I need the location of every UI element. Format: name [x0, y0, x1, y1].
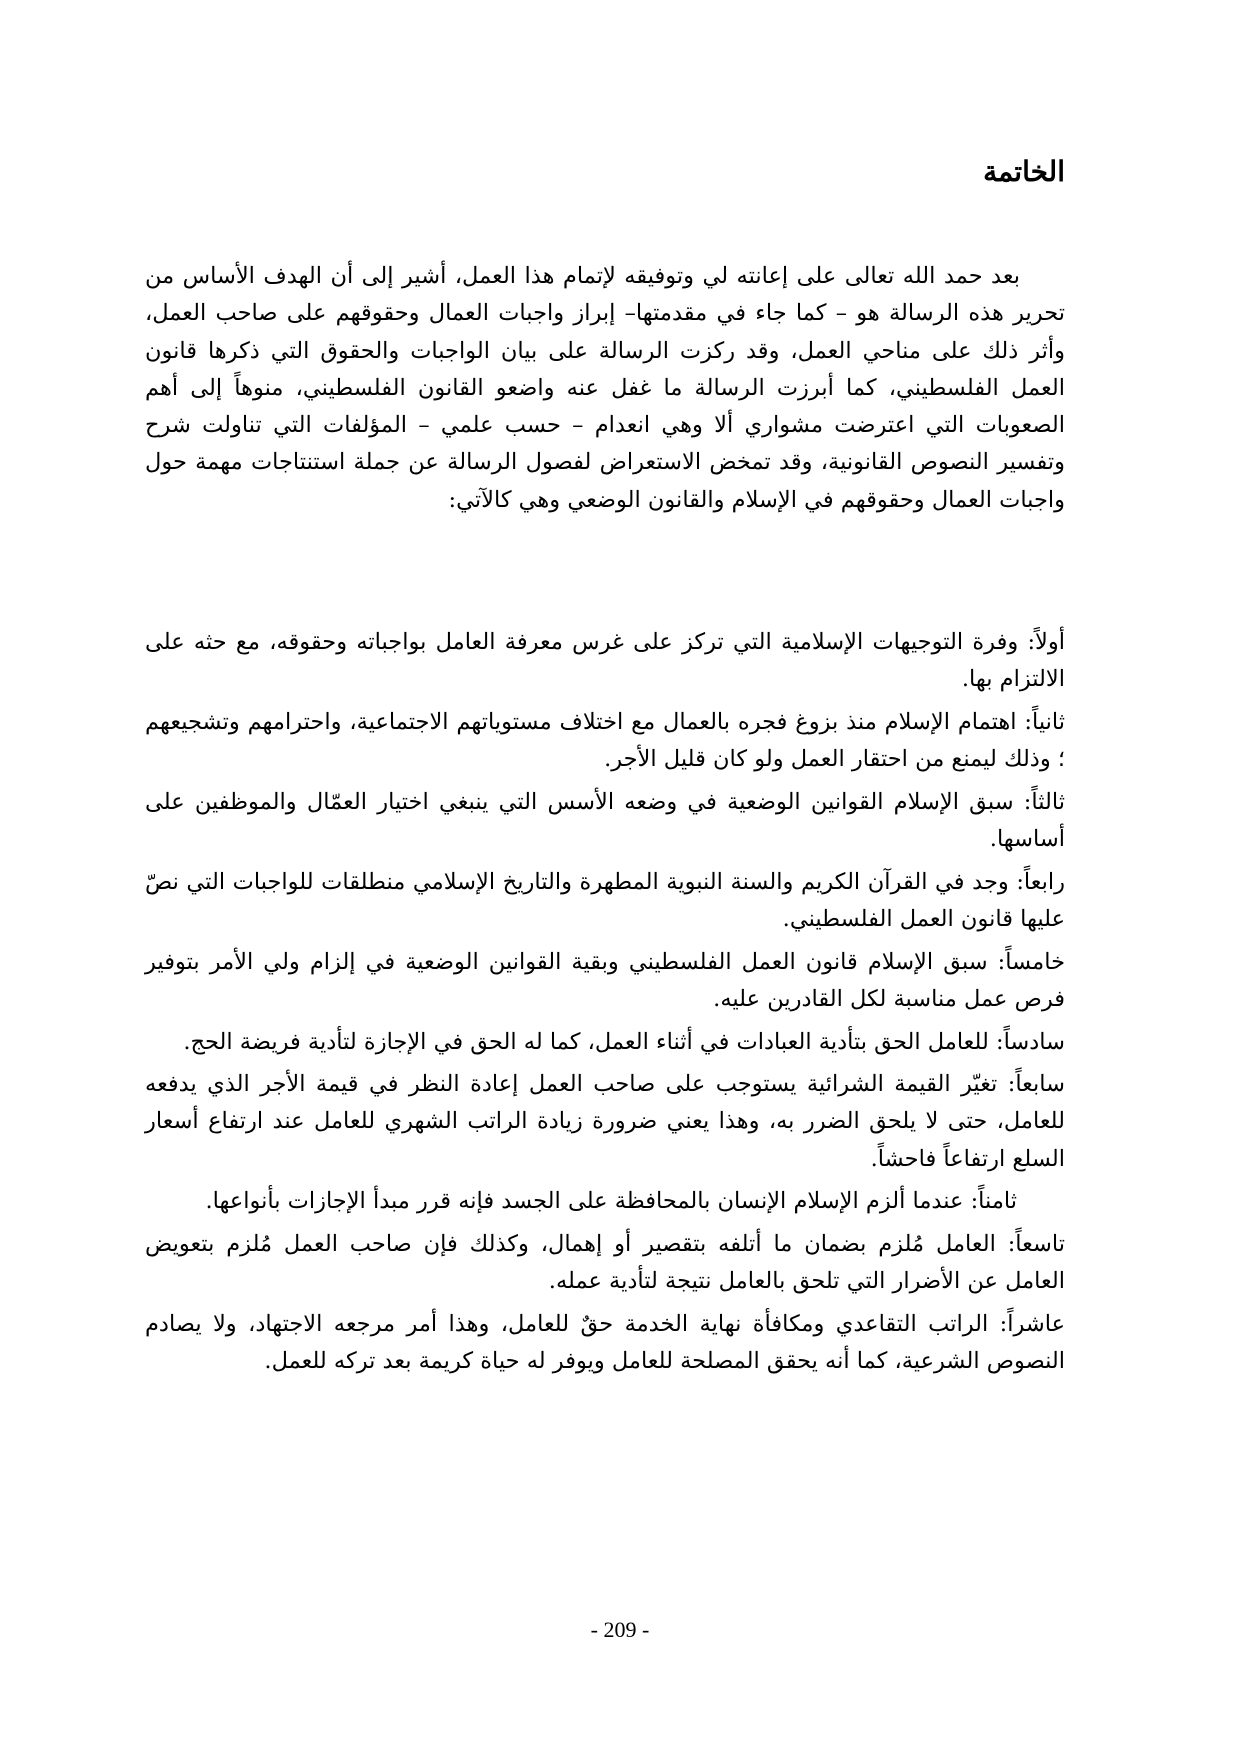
conclusion-item-3: ثالثاً: سبق الإسلام القوانين الوضعية في وضعه الأسس التي ينبغي اختيار العمّال والموظفين على أساسها.	[145, 788, 1065, 853]
conclusion-item-4: رابعاً: وجد في القرآن الكريم والسنة النبوية المطهرة والتاريخ الإسلامي منطلقات للواجبات التي نصّ عليها قانون العمل الفلسطيني.	[145, 868, 1065, 932]
conclusion-item-8: ثامناً: عندما ألزم الإسلام الإنسان بالمحافظة على الجسد فإنه قرر مبدأ الإجازات بأنواعها.	[205, 1188, 1017, 1215]
conclusion-item-1: أولاً: وفرة التوجيهات الإسلامية التي تركز على غرس معرفة العامل بواجباته وحقوقه، مع حثه على الالتزام بها.	[145, 629, 1065, 693]
page-number: - 209 -	[590, 1617, 650, 1642]
intro-paragraph: بعد حمد الله تعالى على إعانته لي وتوفيقه لإتمام هذا العمل، أشير إلى أن الهدف الأساس من تحرير هذه الرسالة هو – كما جاء في مقدمتها– إبراز واجبات العمال وحقوقهم على صاحب العمل، وأثر ذلك على مناحي العمل، وقد ركزت الرسالة على بيان الواجبات والحقوق التي ذكرها قانون العمل الفلسطيني، كما أبرزت الرسالة ما غفل عنه واضعو القانون الفلسطيني، منوهاً إلى أهم الصعوبات التي اعترضت مشواري ألا وهي انعدام – حسب علمي – المؤلفات التي تناولت شرح وتفسير النصوص القانونية، وقد تمخض الاستعراض لفصول الرسالة عن جملة استنتاجات مهمة حول واجبات العمال وحقوقهم في الإسلام والقانون الوضعي وهي كالآتي:	[145, 263, 1065, 513]
conclusion-item-10: عاشراً: الراتب التقاعدي ومكافأة نهاية الخدمة حقٌ للعامل، وهذا أمر مرجعه الاجتهاد، ولا يصادم النصوص الشرعية، كما أنه يحقق المصلحة للعامل ويوفر له حياة كريمة بعد تركه للعمل.	[145, 1310, 1066, 1375]
conclusions-list	[145, 624, 1065, 1386]
conclusion-item-5: خامساً: سبق الإسلام قانون العمل الفلسطيني وبقية القوانين الوضعية في إلزام ولي الأمر بتوفير فرص عمل مناسبة لكل القادرين عليه.	[145, 948, 1065, 1012]
page-title: الخاتمة	[983, 155, 1065, 188]
conclusion-item-9: تاسعاً: العامل مُلزم بضمان ما أتلفه بتقصير أو إهمال، وكذلك فإن صاحب العمل مُلزم بتعويض العامل عن الأضرار التي تلحق بالعامل نتيجة لتأدية عمله.	[145, 1231, 1065, 1295]
conclusion-item-7: سابعاً: تغيّر القيمة الشرائية يستوجب على صاحب العمل إعادة النظر في قيمة الأجر الذي يدفعه للعامل، حتى لا يلحق الضرر به، وهذا يعني ضرورة زيادة الراتب الشهري للعامل عند ارتفاع أسعار السلع ارتفاعاً فاحشاً.	[145, 1071, 1065, 1172]
conclusion-item-2: ثانياً: اهتمام الإسلام منذ بزوغ فجره بالعمال مع اختلاف مستوياتهم الاجتماعية، واحترامهم وتشجيعهم ؛ وذلك ليمنع من احتقار العمل ولو كان قليل الأجر.	[145, 708, 1065, 773]
conclusion-item-6: سادساً: للعامل الحق بتأدية العبادات في أثناء العمل، كما له الحق في الإجازة لتأدية فريضة الحج.	[183, 1028, 1065, 1055]
